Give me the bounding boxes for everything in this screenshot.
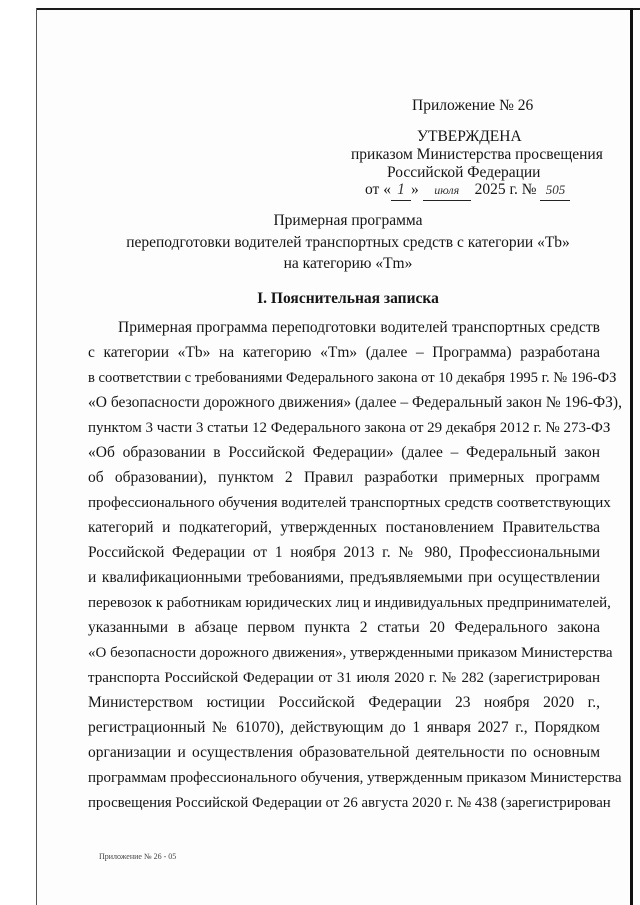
date-day: 1 <box>391 180 411 201</box>
date-mid: » <box>410 181 419 198</box>
order-line-1: приказом Министерства просвещения <box>351 146 603 163</box>
scan-margin <box>0 0 36 905</box>
date-year: 2025 г. № <box>474 181 537 198</box>
body-line: об образовании), пунктом 2 Правил разработки примерных программ <box>88 469 600 486</box>
body-line: пунктом 3 части 3 статьи 12 Федерального закона от 29 декабря 2012 г. № 273-ФЗ <box>88 420 611 436</box>
section-title: I. Пояснительная записка <box>257 290 439 307</box>
order-date-line <box>365 180 570 201</box>
body-line: указанными в абзаце первом пункта 2 статьи 20 Федерального закона <box>88 619 600 636</box>
body-line: Министерством юстиции Российской Федерации 23 ноября 2020 г., <box>88 694 600 711</box>
body-line: просвещения Российской Федерации от 26 августа 2020 г. № 438 (зарегистрирован <box>88 795 611 811</box>
body-line: программам профессионального обучения, утвержденным приказом Министерства <box>88 770 622 786</box>
body-line: «О безопасности дорожного движения» (далее – Федеральный закон № 196-ФЗ), <box>88 394 622 411</box>
title-line-2: переподготовки водителей транспортных средств с категории «Tb» <box>126 234 570 251</box>
body-line: регистрационный № 61070), действующим до 1 января 2027 г., Порядком <box>88 719 600 736</box>
date-month: июля <box>423 180 471 201</box>
scan-edge-top <box>36 8 640 10</box>
body-line: профессионального обучения водителей транспортных средств соответствующих <box>88 495 611 511</box>
body-line: перевозок к работникам юридических лиц и индивидуальных предпринимателей, <box>88 595 611 611</box>
body-line: Примерная программа переподготовки водителей транспортных средств <box>118 319 600 336</box>
date-prefix: от « <box>365 181 391 198</box>
title-line-1: Примерная программа <box>273 212 423 229</box>
scan-edge-right <box>630 8 633 905</box>
body-line: «О безопасности дорожного движения», утвержденными приказом Министерства <box>88 645 613 661</box>
title-line-3: на категорию «Tm» <box>283 255 413 272</box>
body-line: транспорта Российской Федерации от 31 июля 2020 г. № 282 (зарегистрирован <box>88 670 600 686</box>
body-line: организации и осуществления образовательной деятельности по основным <box>88 744 600 761</box>
body-line: с категории «Tb» на категорию «Tm» (далее – Программа) разработана <box>88 344 600 361</box>
date-number: 505 <box>540 180 570 201</box>
order-line-2: Российской Федерации <box>387 164 541 181</box>
appendix-label: Приложение № 26 <box>412 97 534 114</box>
approved-label: УТВЕРЖДЕНА <box>417 128 522 145</box>
body-line: в соответствии с требованиями Федерального закона от 10 декабря 1995 г. № 196-ФЗ <box>88 370 617 386</box>
scan-edge-left <box>36 8 37 905</box>
body-line: «Об образовании в Российской Федерации» (далее – Федеральный закон <box>88 444 600 461</box>
page-footer: Приложение № 26 - 05 <box>99 852 177 861</box>
body-line: Российской Федерации от 1 ноября 2013 г. № 980, Профессиональными <box>88 544 600 561</box>
body-line: категорий и подкатегорий, утвержденных постановлением Правительства <box>88 519 600 536</box>
body-line: и квалификационными требованиями, предъявляемыми при осуществлении <box>88 569 600 586</box>
